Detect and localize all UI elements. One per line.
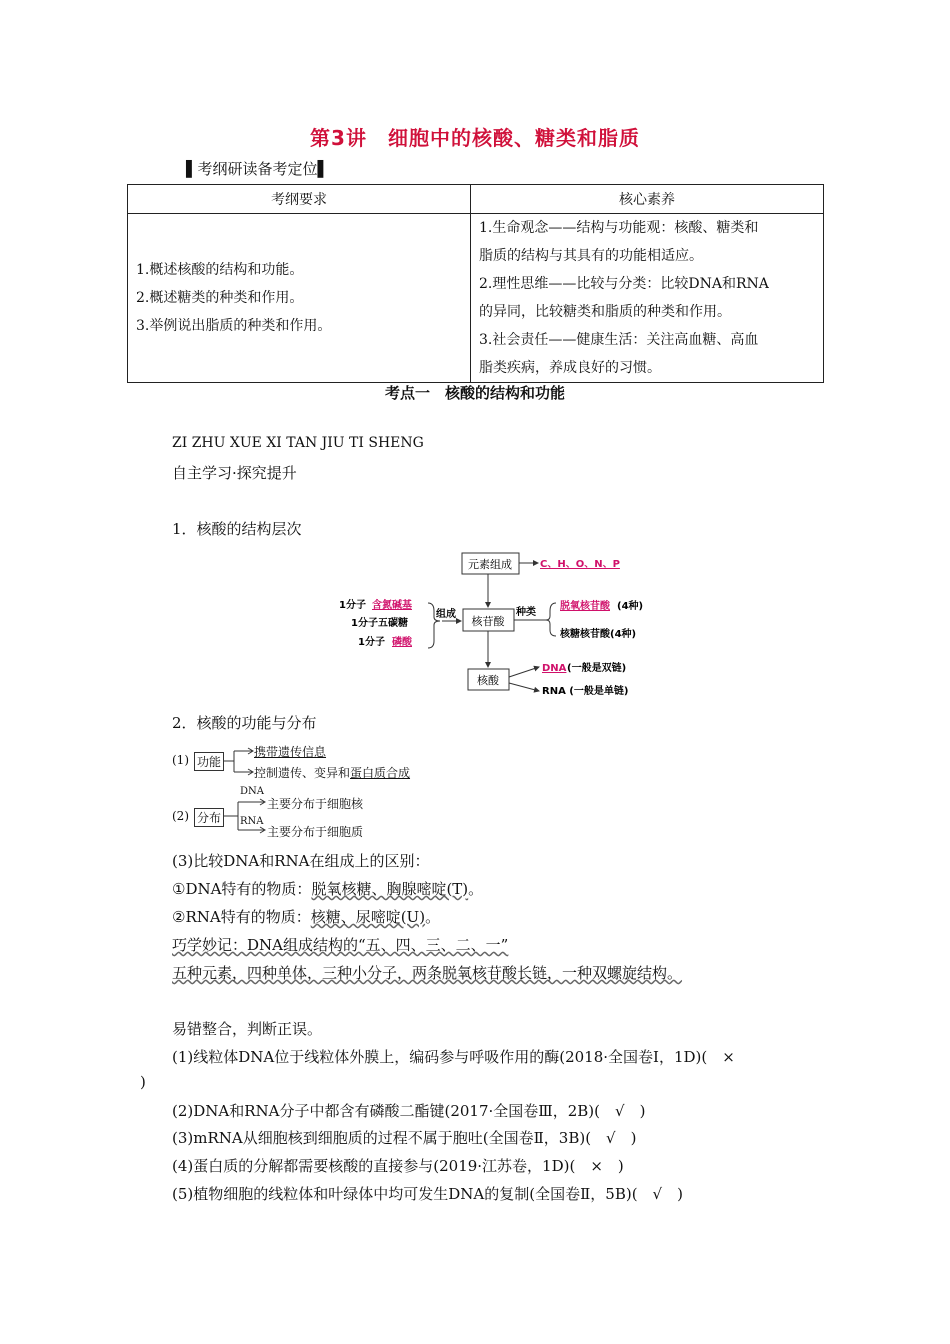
compare-dna-end: 。 (468, 880, 484, 898)
judge-item-4: (4)蛋白质的分解都需要核酸的直接参与(2019·江苏卷，1D)( × ) (172, 1157, 624, 1175)
requirement-item: 1.概述核酸的结构和功能。 (136, 262, 304, 278)
function-branch-lines (222, 744, 256, 780)
literacy-cell (471, 214, 824, 383)
rna-label: RNA (一般是单链) (542, 686, 629, 697)
arrow-to-rna (509, 683, 539, 691)
section-1-title: 1．核酸的结构层次 (172, 520, 302, 538)
dna-suffix: (一般是双链) (567, 663, 627, 674)
function-number: (1) (172, 753, 189, 767)
distribution-branch-lines (222, 792, 268, 838)
literacy-line: 脂质的结构与其具有的功能相适应。 (479, 248, 703, 264)
type1-suffix: (4种) (617, 601, 644, 612)
part1-prefix: 1分子 (339, 600, 366, 611)
function-item-2-answer: 蛋白质合成 (350, 766, 411, 780)
section-2-title: 2．核酸的功能与分布 (172, 714, 317, 732)
section-tag: ▌考纲研读备考定位▌ (186, 160, 330, 178)
function-item-2 (254, 764, 410, 781)
compose-label: 组成 (436, 609, 456, 620)
subheading: 自主学习·探究提升 (172, 464, 297, 482)
function-box: 功能 (194, 752, 224, 771)
table-header-literacy: 核心素养 (471, 185, 824, 214)
arrow-to-dna (509, 667, 539, 677)
kaodian-heading: 考点一 核酸的结构和功能 (384, 384, 565, 402)
function-item-1-answer: 携带遗传信息 (254, 745, 327, 759)
compare-rna-end: 。 (425, 908, 441, 926)
literacy-line: 3.社会责任——健康生活：关注高血糖、高血 (479, 332, 759, 348)
judge-item-5: (5)植物细胞的线粒体和叶绿体中均可发生DNA的复制(全国卷Ⅱ，5B)( √ ) (172, 1185, 683, 1203)
dna-distribution: 主要分布于细胞核 (267, 797, 364, 811)
function-item-1 (254, 743, 326, 760)
distribution-number: (2) (172, 809, 189, 823)
function-item-2-text: 控制遗传、变异和 (254, 766, 351, 780)
compare-rna-answer: 核糖、尿嘧啶(U) (310, 908, 426, 926)
compare-rna (172, 906, 440, 927)
dna-answer: DNA (542, 663, 567, 674)
part1-answer: 含氮碱基 (372, 600, 412, 611)
distribution-box: 分布 (194, 808, 224, 827)
nucleic-acid-structure-diagram (320, 545, 660, 705)
part3-answer: 磷酸 (392, 637, 412, 648)
compare-dna (172, 878, 483, 899)
judge-item-2: (2)DNA和RNA分子中都含有磷酸二酯键(2017·全国卷Ⅲ，2B)( √ ) (172, 1102, 646, 1120)
literacy-line: 的异同，比较糖类和脂质的种类和作用。 (479, 304, 731, 320)
pinyin-line: ZI ZHU XUE XI TAN JIU TI SHENG (172, 435, 424, 451)
compare-rna-prefix: ②RNA特有的物质： (172, 908, 311, 926)
type-label: 种类 (516, 607, 536, 618)
judge-title: 易错整合，判断正误。 (172, 1020, 323, 1038)
requirements-cell (128, 214, 471, 383)
part3-prefix: 1分子 (358, 637, 385, 648)
page-title: 第3讲 细胞中的核酸、糖类和脂质 (310, 126, 640, 150)
mnemonic-line-2: 五种元素，四种单体，三种小分子，两条脱氧核苷酸长链，一种双螺旋结构。 (172, 964, 683, 982)
compare-title: (3)比较DNA和RNA在组成上的区别： (172, 852, 430, 870)
table-header-requirements: 考纲要求 (128, 185, 471, 214)
box-nucleic-acid-label: 核酸 (477, 674, 499, 687)
requirement-item: 3.举例说出脂质的种类和作用。 (136, 318, 332, 334)
syllabus-table (127, 184, 824, 383)
requirement-item: 2.概述糖类的种类和作用。 (136, 290, 304, 306)
part2-label: 1分子五碳糖 (351, 618, 408, 629)
elements-answer: C、H、O、N、P (540, 559, 620, 570)
judge-item-1-cont: ) (140, 1073, 146, 1091)
dna-branch-label: DNA (240, 786, 264, 797)
type1-answer: 脱氧核苷酸 (560, 601, 610, 612)
mnemonic-line-1: 巧学妙记：DNA组成结构的“五、四、三、二、一” (172, 936, 509, 954)
box-elements-label: 元素组成 (468, 558, 512, 571)
compare-dna-answer: 脱氧核糖、胸腺嘧啶(T) (311, 880, 469, 898)
compare-dna-prefix: ①DNA特有的物质： (172, 880, 312, 898)
rna-distribution: 主要分布于细胞质 (267, 825, 364, 839)
literacy-line: 2.理性思维——比较与分类：比较DNA和RNA (479, 276, 769, 292)
judge-item-1: (1)线粒体DNA位于线粒体外膜上，编码参与呼吸作用的酶(2018·全国卷Ⅰ，1D)( × (172, 1048, 735, 1066)
rna-branch-label: RNA (240, 816, 264, 827)
type2-label: 核糖核苷酸(4种) (560, 629, 637, 640)
literacy-line: 1.生命观念——结构与功能观：核酸、糖类和 (479, 220, 759, 236)
right-brace (546, 603, 556, 636)
box-nucleotide-label: 核苷酸 (471, 615, 505, 628)
literacy-line: 脂类疾病，养成良好的习惯。 (479, 360, 661, 376)
judge-item-3: (3)mRNA从细胞核到细胞质的过程不属于胞吐(全国卷Ⅱ，3B)( √ ) (172, 1129, 637, 1147)
